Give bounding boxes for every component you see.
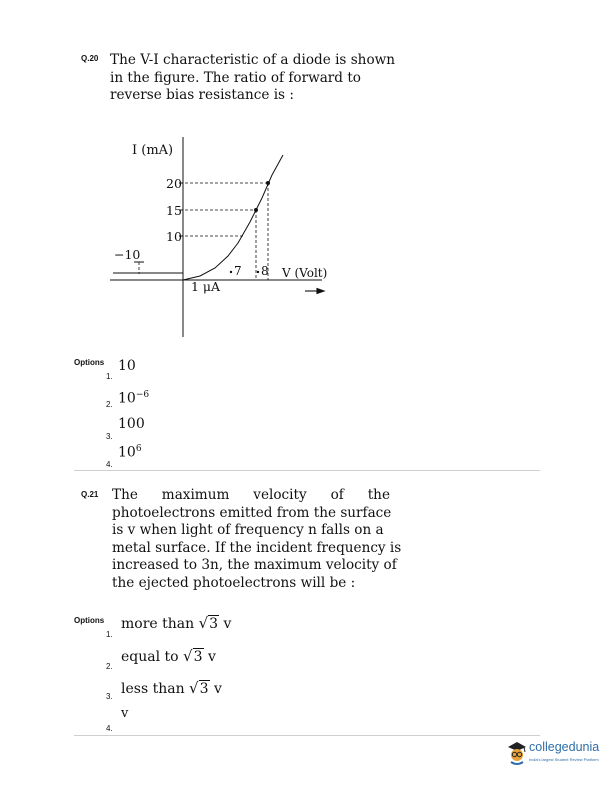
option-text[interactable] — [118, 444, 142, 461]
option-suffix: v — [219, 616, 232, 632]
question-text — [112, 487, 402, 592]
question-line: metal surface. If the incident frequency is — [112, 539, 402, 556]
option-prefix: more than — [121, 616, 199, 632]
question-line: photoelectrons emitted from the surface — [112, 504, 392, 521]
x-axis-label: V (Volt) — [282, 266, 328, 280]
collegedunia-logo — [506, 740, 612, 766]
data-point — [254, 208, 258, 212]
option-exponent: −6 — [135, 390, 150, 400]
negative-voltage-label: −10 — [114, 247, 141, 262]
question-line: The maximum velocity of the — [112, 487, 390, 503]
option-text[interactable]: v — [121, 706, 129, 721]
option-suffix: v — [203, 649, 216, 665]
option-text[interactable] — [121, 679, 222, 697]
option-text[interactable] — [121, 614, 231, 632]
page-footer-divider — [74, 735, 540, 736]
option-base: 10 — [118, 390, 136, 407]
x-tick-label: 7 — [234, 264, 242, 278]
logo-wordmark: collegedunia — [529, 740, 600, 754]
data-point — [266, 181, 270, 185]
option-number: 4. — [106, 724, 113, 733]
reverse-current-label: 1 μA — [191, 279, 221, 294]
y-tick-label: 20 — [166, 176, 182, 191]
question-line: The V-I characteristic of a diode is shown — [110, 52, 396, 68]
option-number: 2. — [106, 400, 113, 409]
mascot-icon — [506, 740, 528, 766]
sqrt-symbol: √3 — [189, 679, 209, 697]
sqrt-symbol: √3 — [198, 614, 219, 632]
option-text[interactable] — [121, 647, 216, 665]
option-text[interactable]: 10 — [118, 358, 136, 374]
option-base: 10 — [118, 444, 136, 461]
option-text[interactable]: 100 — [118, 416, 145, 432]
question-number: Q.20 — [81, 54, 99, 63]
option-number: 1. — [106, 630, 113, 639]
option-number: 3. — [106, 692, 113, 701]
option-text[interactable] — [118, 390, 149, 407]
question-divider — [74, 470, 540, 471]
option-prefix: less than — [121, 681, 190, 697]
question-number: Q.21 — [81, 490, 99, 499]
logo-tagline: India's largest Student Review Platform — [529, 757, 599, 762]
question-line: reverse bias resistance is : — [110, 87, 294, 103]
options-label: Options — [74, 358, 105, 367]
option-exponent: 6 — [135, 444, 142, 454]
option-number: 3. — [106, 432, 113, 441]
x-tick-label: 8 — [261, 264, 269, 278]
option-number: 1. — [106, 372, 113, 381]
sqrt-symbol: √3 — [183, 647, 203, 665]
option-suffix: v — [209, 681, 222, 697]
y-axis-label: I (mA) — [132, 143, 174, 158]
question-line: in the figure. The ratio of forward to — [110, 69, 361, 86]
option-number: 2. — [106, 662, 113, 671]
y-tick-label: 15 — [166, 203, 182, 218]
question-line: increased to 3n, the maximum velocity of — [112, 557, 397, 573]
question-line: is v when light of frequency n falls on a — [112, 522, 384, 538]
y-tick-label: 10 — [166, 229, 182, 244]
option-prefix: equal to — [121, 649, 184, 665]
diode-curve — [183, 155, 283, 280]
question-line: the ejected photoelectrons will be : — [112, 574, 356, 591]
options-label: Options — [74, 616, 105, 625]
option-number: 4. — [106, 460, 113, 469]
